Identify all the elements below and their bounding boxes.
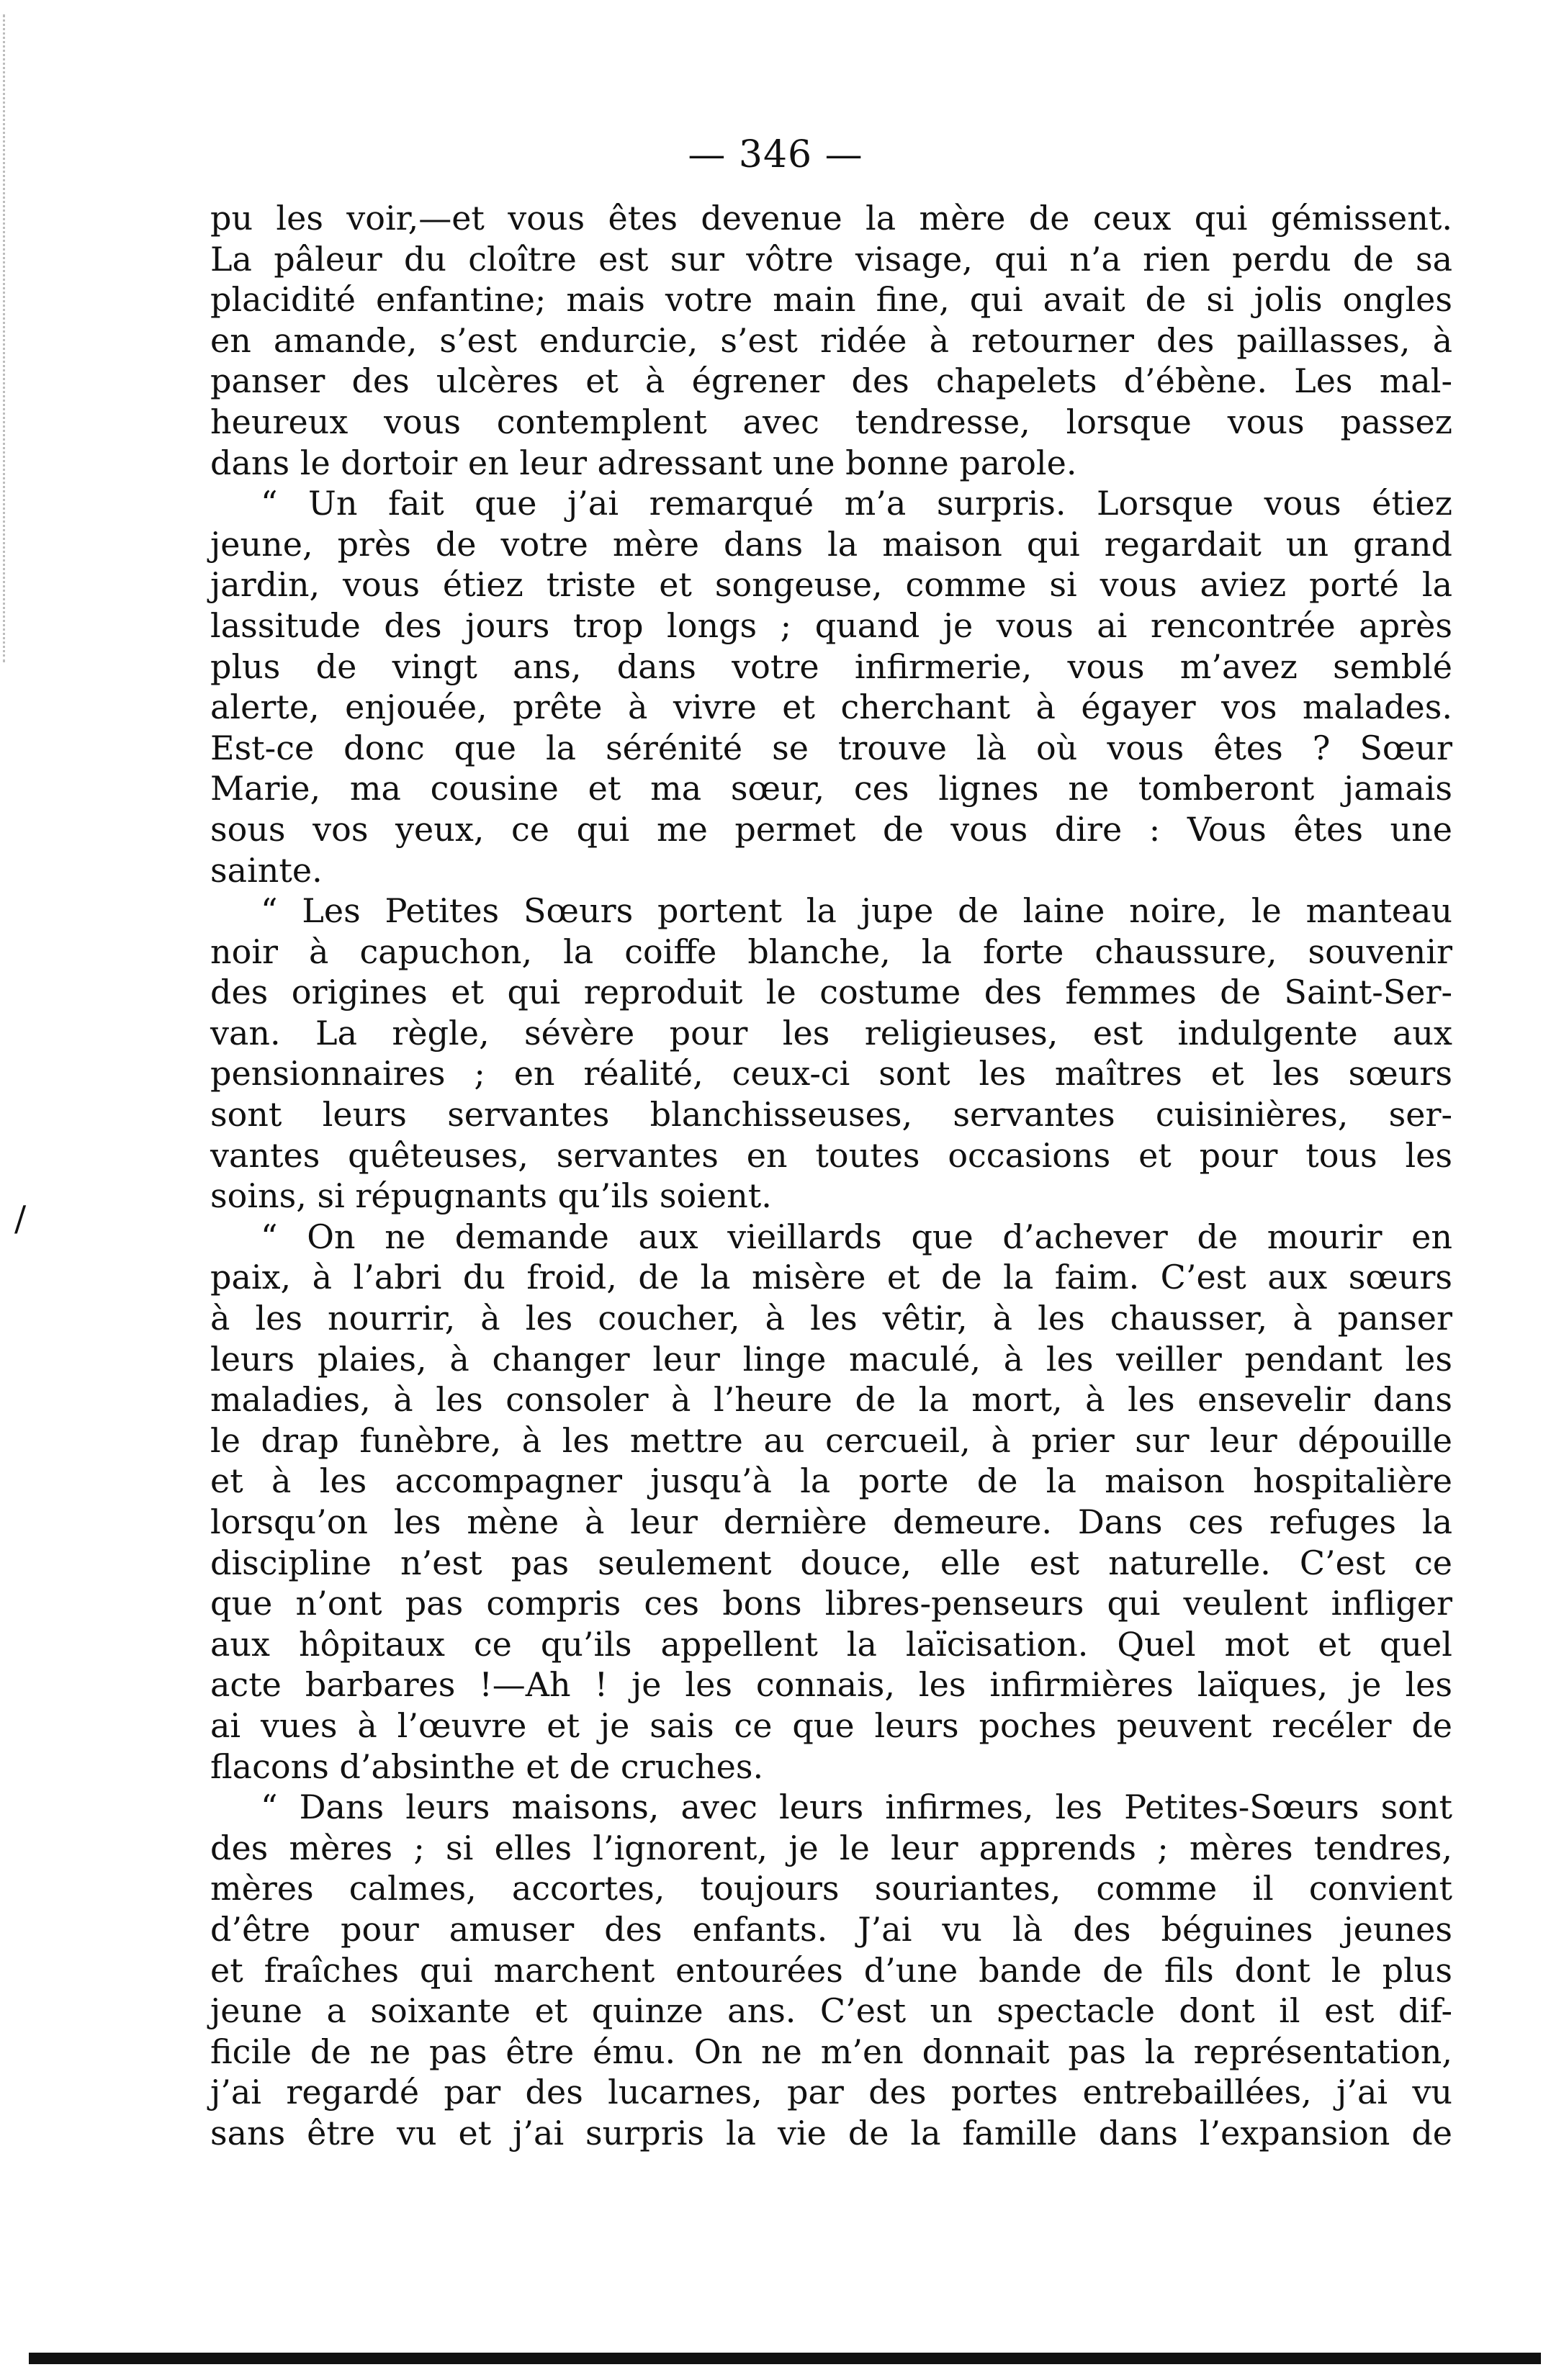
text-line: pensionnaires ; en réalité, ceux-ci sont les maîtres et les sœurs — [210, 1054, 1452, 1094]
text-line: et fraîches qui marchent entourées d’une bande de fils dont le plus — [210, 1950, 1452, 1990]
text-line: panser des ulcères et à égrener des chapelets d’ébène. Les mal- — [210, 361, 1452, 401]
text-line: heureux vous contemplent avec tendresse, lorsque vous passez — [210, 402, 1452, 441]
text-line: discipline n’est pas seulement douce, elle est naturelle. C’est ce — [210, 1543, 1452, 1582]
text-line: dans le dortoir en leur adressant une bonne parole. — [210, 443, 1077, 482]
text-line: en amande, s’est endurcie, s’est ridée à retourner des paillasses, à — [210, 320, 1452, 360]
text-line: La pâleur du cloître est sur vôtre visage, qui n’a rien perdu de sa — [210, 239, 1452, 279]
text-line: Est-ce donc que la sérénité se trouve là où vous êtes ? Sœur — [210, 728, 1452, 767]
text-line: et à les accompagner jusqu’à la porte de la maison hospitalière — [210, 1461, 1452, 1501]
text-line: vantes quêteuses, servantes en toutes occasions et pour tous les — [210, 1135, 1452, 1175]
margin-mark: / — [14, 1199, 27, 1239]
text-line: placidité enfantine; mais votre main fine, qui avait de si jolis ongles — [210, 280, 1452, 320]
scan-margin-noise — [3, 14, 14, 662]
text-line: ai vues à l’œuvre et je sais ce que leurs poches peuvent recéler de — [210, 1705, 1452, 1745]
text-line: sont leurs servantes blanchisseuses, servantes cuisinières, ser- — [210, 1095, 1452, 1135]
bottom-scan-border — [29, 2353, 1541, 2364]
text-line: leurs plaies, à changer leur linge maculé, à les veiller pendant les — [210, 1339, 1452, 1379]
text-line: maladies, à les consoler à l’heure de la mort, à les ensevelir dans — [210, 1380, 1452, 1420]
text-line: van. La règle, sévère pour les religieuses, est indulgente aux — [210, 1013, 1452, 1052]
text-line: sous vos yeux, ce qui me permet de vous dire : Vous êtes une — [210, 809, 1452, 849]
text-line: des mères ; si elles l’ignorent, je le leur apprends ; mères tendres, — [210, 1828, 1452, 1867]
text-line: des origines et qui reproduit le costume des femmes de Saint-Ser- — [210, 973, 1452, 1012]
text-line: Marie, ma cousine et ma sœur, ces lignes ne tomberont jamais — [210, 769, 1452, 808]
text-line: “ Un fait que j’ai remarqué m’a surpris. Lorsque vous étiez — [261, 484, 1452, 523]
text-line: ficile de ne pas être ému. On ne m’en donnait pas la représentation, — [210, 2032, 1452, 2071]
text-line: acte barbares !—Ah ! je les connais, les infirmières laïques, je les — [210, 1665, 1452, 1705]
text-line: d’être pour amuser des enfants. J’ai vu là des béguines jeunes — [210, 1909, 1452, 1949]
text-line: “ Dans leurs maisons, avec leurs infirmes, les Petites-Sœurs sont — [261, 1788, 1452, 1827]
text-line: flacons d’absinthe et de cruches. — [210, 1746, 764, 1786]
page-number: — 346 — — [688, 133, 863, 176]
text-line: le drap funèbre, à les mettre au cercueil, à prier sur leur dépouille — [210, 1420, 1452, 1460]
text-line: aux hôpitaux ce qu’ils appellent la laïcisation. Quel mot et quel — [210, 1624, 1452, 1664]
text-line: lassitude des jours trop longs ; quand je vous ai rencontrée après — [210, 605, 1452, 645]
text-line: jardin, vous étiez triste et songeuse, comme si vous aviez porté la — [210, 565, 1452, 605]
body-text — [210, 198, 1452, 2154]
text-line: soins, si répugnants qu’ils soient. — [210, 1176, 772, 1216]
text-line: alerte, enjouée, prête à vivre et cherchant à égayer vos malades. — [210, 688, 1452, 727]
text-line: jeune a soixante et quinze ans. C’est un spectacle dont il est dif- — [210, 1991, 1452, 2031]
text-line: lorsqu’on les mène à leur dernière demeure. Dans ces refuges la — [210, 1502, 1452, 1541]
text-line: mères calmes, accortes, toujours souriantes, comme il convient — [210, 1869, 1452, 1908]
text-line: sans être vu et j’ai surpris la vie de la famille dans l’expansion de — [210, 2113, 1452, 2153]
text-line: sainte. — [210, 850, 323, 890]
text-line: à les nourrir, à les coucher, à les vêtir, à les chausser, à panser — [210, 1299, 1452, 1338]
text-line: “ On ne demande aux vieillards que d’achever de mourir en — [261, 1217, 1452, 1256]
text-line: noir à capuchon, la coiffe blanche, la forte chaussure, souvenir — [210, 932, 1452, 971]
text-line: paix, à l’abri du froid, de la misère et de la faim. C’est aux sœurs — [210, 1258, 1452, 1297]
text-line: jeune, près de votre mère dans la maison qui regardait un grand — [210, 524, 1452, 564]
text-line: “ Les Petites Sœurs portent la jupe de laine noire, le manteau — [261, 891, 1452, 931]
text-line: plus de vingt ans, dans votre infirmerie, vous m’avez semblé — [210, 646, 1452, 686]
text-line: pu les voir,—et vous êtes devenue la mère de ceux qui gémissent. — [210, 199, 1452, 238]
text-line: j’ai regardé par des lucarnes, par des portes entrebaillées, j’ai vu — [210, 2073, 1452, 2112]
text-line: que n’ont pas compris ces bons libres-penseurs qui veulent infliger — [210, 1584, 1452, 1623]
